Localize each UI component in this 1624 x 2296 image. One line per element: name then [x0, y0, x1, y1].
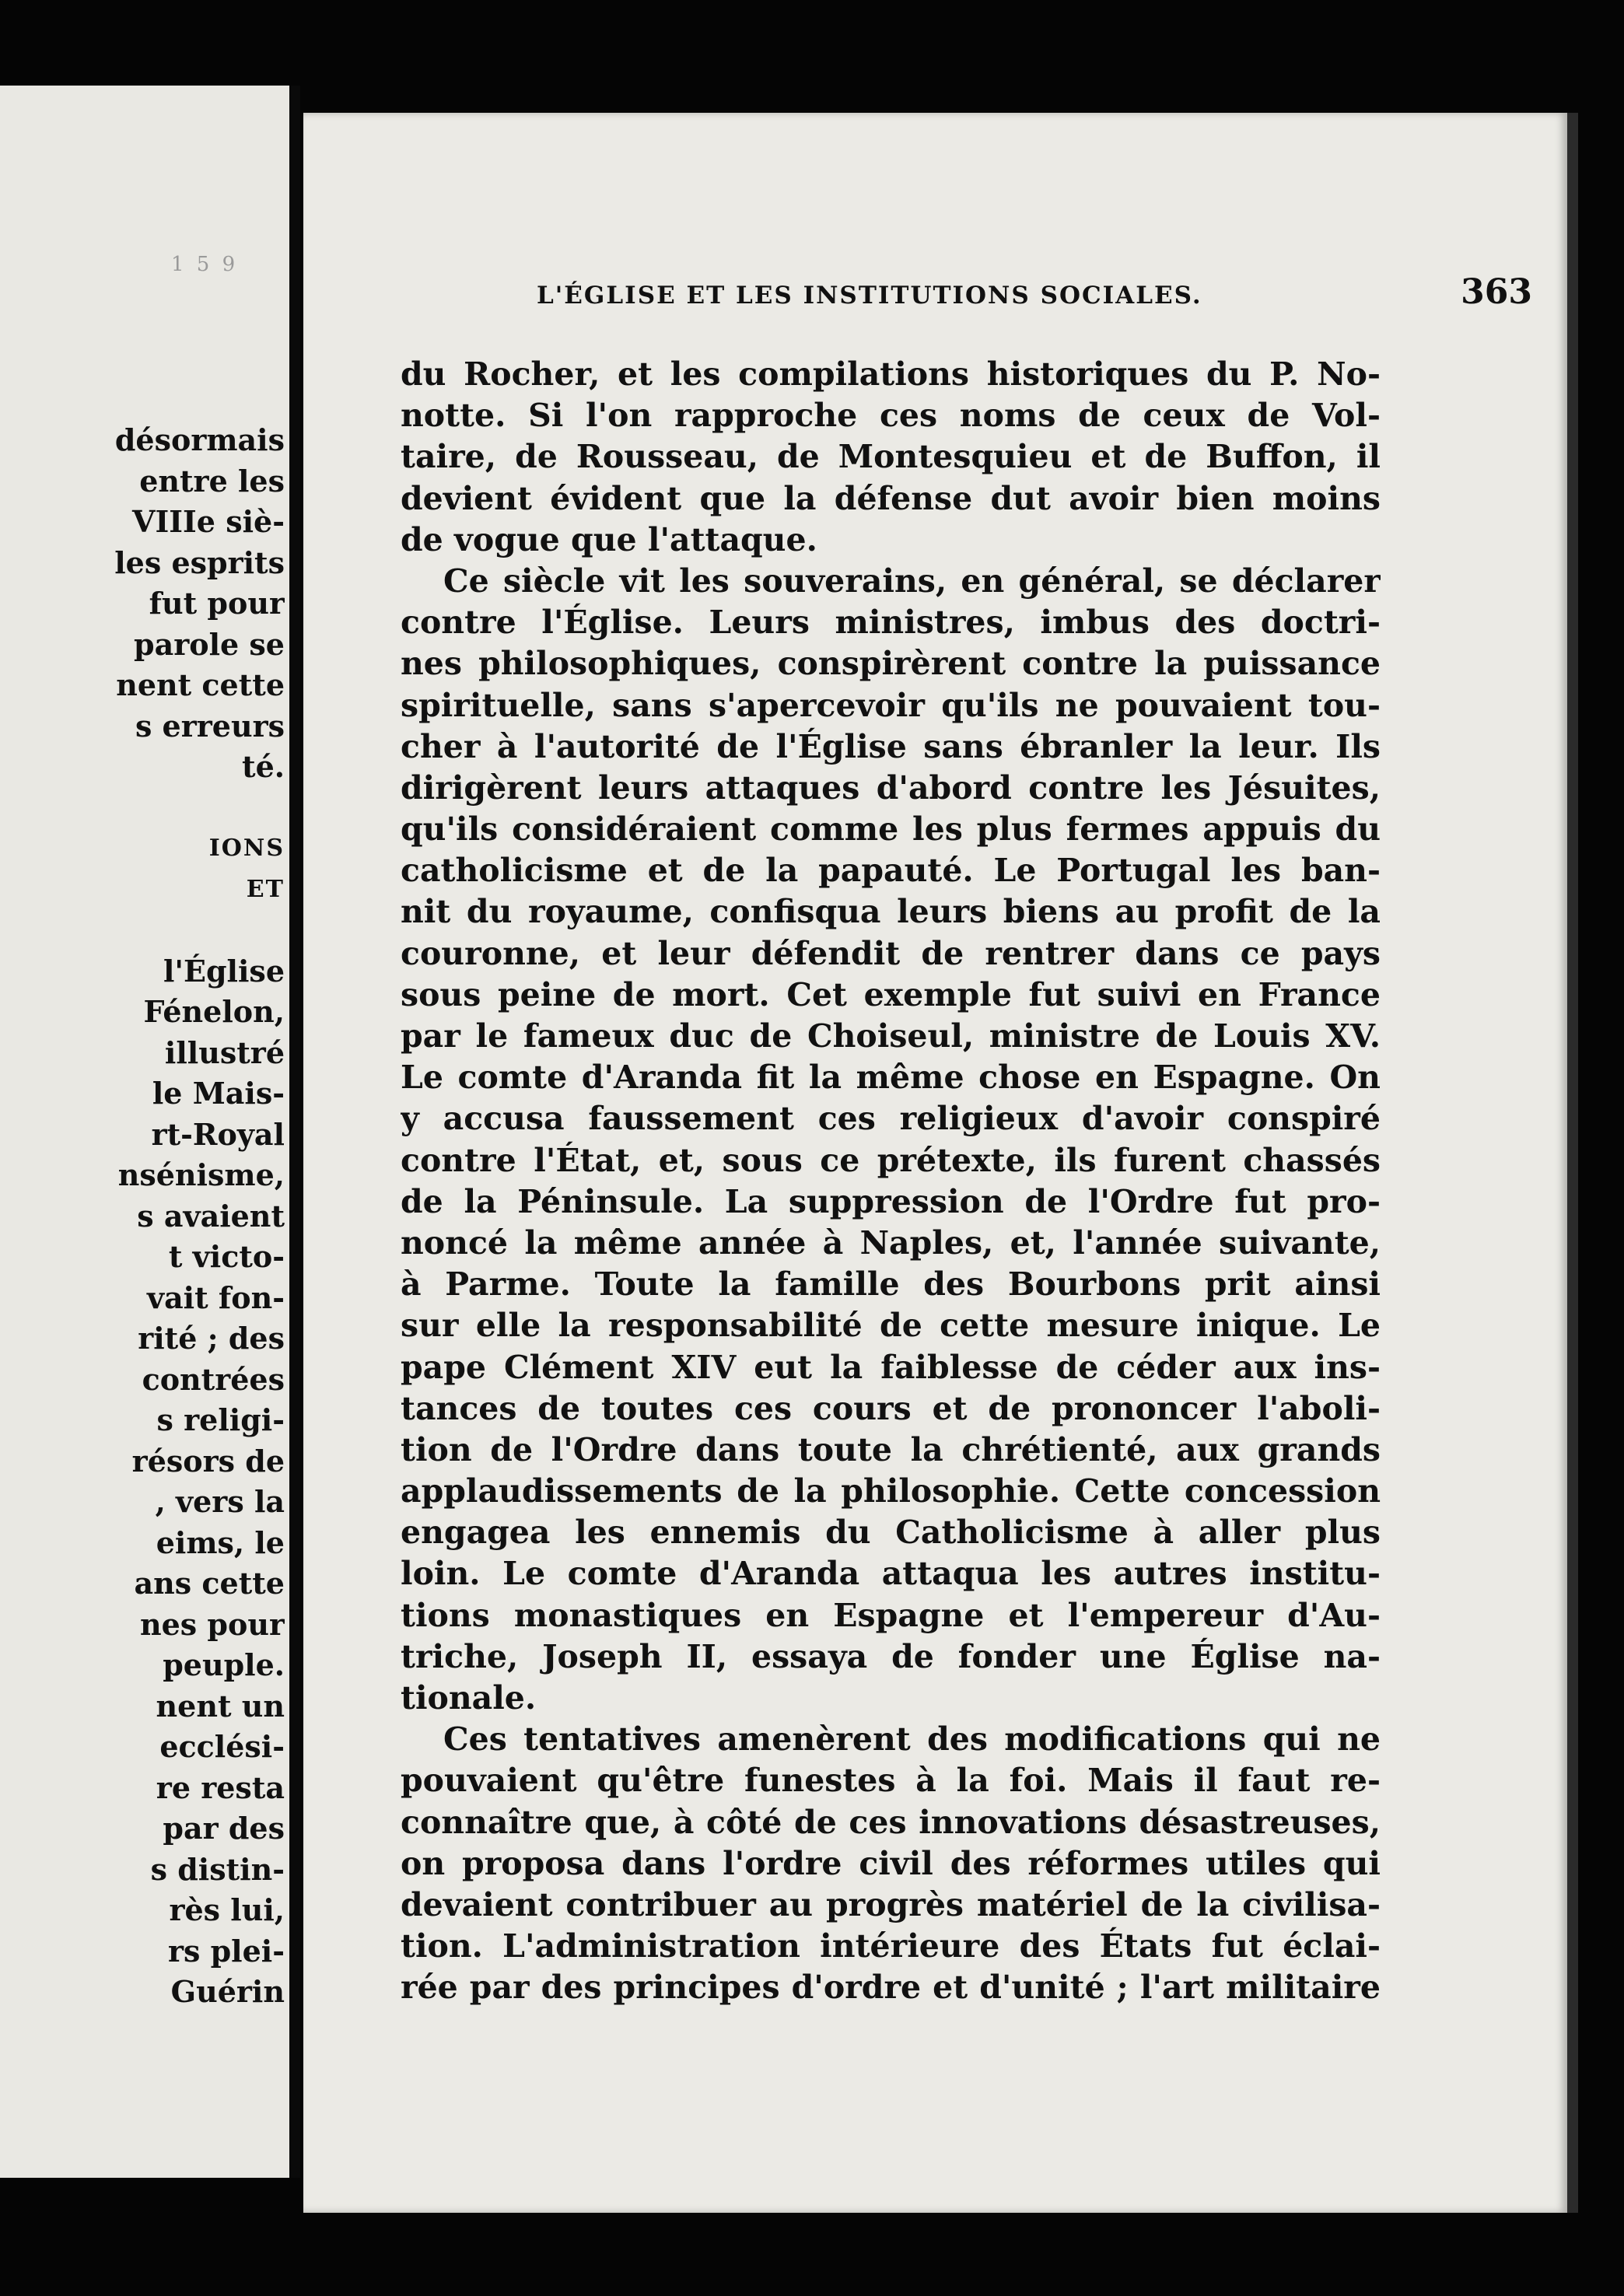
facing-page-line: rt-Royal — [151, 1116, 285, 1152]
facing-page-line: té. — [242, 749, 285, 784]
text-line: cher à l'autorité de l'Église sans ébranler la leur. Ils — [401, 727, 1381, 765]
text-line: tion. L'administration intérieure des États fut éclai- — [401, 1927, 1381, 1965]
text-line: tionale. — [401, 1679, 537, 1717]
page-header — [537, 272, 1532, 319]
text-line: tion de l'Ordre dans toute la chrétienté, aux grands — [401, 1430, 1381, 1468]
page — [303, 113, 1578, 2213]
facing-page-line: s erreurs — [135, 708, 285, 744]
facing-page-line: eims, le — [156, 1524, 285, 1560]
facing-page-line: re resta — [156, 1769, 285, 1805]
facing-page-line: nsénisme, — [117, 1157, 285, 1192]
facing-page-line: VIIIe siè- — [132, 504, 285, 539]
text-line: pouvaient qu'être funestes à la foi. Mais il faut re- — [401, 1762, 1381, 1800]
facing-page-line: Fénelon, — [143, 994, 285, 1029]
facing-page-line: le Mais- — [152, 1076, 285, 1111]
facing-page-line: résors de — [131, 1443, 285, 1479]
facing-page-line: rs plei- — [167, 1933, 285, 1969]
facing-page-line: nent cette — [116, 667, 285, 702]
facing-page-line: l'Église — [163, 953, 285, 989]
facing-page-header-mark: 1 5 9 — [171, 253, 239, 276]
facing-page-line: illustré — [164, 1034, 285, 1070]
text-line: sur elle la responsabilité de cette mesure inique. Le — [401, 1307, 1381, 1345]
text-line: spirituelle, sans s'apercevoir qu'ils ne pouvaient tou- — [401, 686, 1381, 724]
text-line: engagea les ennemis du Catholicisme à aller plus — [401, 1514, 1381, 1552]
text-line: pape Clément XIV eut la faiblesse de céder aux ins- — [401, 1348, 1381, 1386]
text-line: tances de toutes ces cours et de prononcer l'aboli- — [401, 1389, 1381, 1427]
facing-page-line: Guérin — [170, 1974, 285, 2009]
facing-page-line: entre les — [139, 463, 285, 499]
facing-page-line: ET — [246, 875, 285, 903]
facing-page-line: nes pour — [140, 1606, 285, 1642]
facing-page-line: , vers la — [155, 1484, 285, 1519]
text-line: du Rocher, et les compilations historiques du P. No- — [401, 355, 1381, 393]
body-text — [401, 354, 1381, 2009]
facing-page-line: ecclési- — [159, 1729, 285, 1764]
facing-page-line: t victo- — [168, 1239, 285, 1274]
text-line: qu'ils considéraient comme les plus fermes appuis du — [401, 810, 1381, 849]
text-line: contre l'Église. Leurs ministres, imbus des doctri- — [401, 604, 1381, 642]
facing-page-line: par des — [163, 1811, 285, 1846]
facing-page-line: désormais — [114, 422, 285, 457]
book-spine-gutter — [289, 86, 300, 2178]
facing-page-line: parole se — [134, 626, 285, 662]
text-line: nes philosophiques, conspirèrent contre la puissance — [401, 645, 1381, 683]
facing-page-line: contrées — [142, 1361, 285, 1397]
facing-page-line: les esprits — [114, 544, 285, 580]
text-line: Le comte d'Aranda fit la même chose en Espagne. On — [401, 1059, 1381, 1097]
facing-page-line: rès lui, — [169, 1892, 285, 1927]
text-line: notte. Si l'on rapproche ces noms de ceux de Vol- — [401, 397, 1381, 435]
text-line: de vogue que l'attaque. — [401, 520, 817, 558]
text-line: Ces tentatives amenèrent des modifications qui ne — [443, 1720, 1381, 1759]
facing-page-line: vait fon- — [146, 1279, 285, 1315]
text-line: sous peine de mort. Cet exemple fut suivi en France — [401, 975, 1381, 1013]
text-line: couronne, et leur défendit de rentrer dans ce pays — [401, 934, 1381, 972]
text-line: tions monastiques en Espagne et l'empereur d'Au- — [401, 1596, 1381, 1634]
text-line: devaient contribuer au progrès matériel de la civilisa- — [401, 1885, 1381, 1923]
facing-page-line: fut pour — [149, 586, 285, 621]
facing-page-line — [5, 910, 285, 951]
text-line: Ce siècle vit les souverains, en général, se déclarer — [443, 562, 1381, 600]
text-line: rée par des principes d'ordre et d'unité ; l'art militaire — [401, 1969, 1381, 2007]
facing-page-line: IONS — [208, 835, 285, 862]
text-line: noncé la même année à Naples, et, l'année suivante, — [401, 1223, 1381, 1262]
page-number: 363 — [1461, 272, 1532, 312]
facing-page-line: ans cette — [134, 1566, 285, 1601]
text-line: on proposa dans l'ordre civil des réformes utiles qui — [401, 1844, 1381, 1882]
facing-page-line: rité ; des — [138, 1321, 285, 1356]
text-line: loin. Le comte d'Aranda attaqua les autres institu- — [401, 1555, 1381, 1593]
running-head: L'ÉGLISE ET LES INSTITUTIONS SOCIALES. — [537, 282, 1202, 310]
text-line: connaître que, à côté de ces innovations désastreuses, — [401, 1803, 1381, 1841]
text-line: applaudissements de la philosophie. Cette concession — [401, 1472, 1381, 1510]
facing-page-line: peuple. — [163, 1647, 285, 1682]
text-line: dirigèrent leurs attaques d'abord contre les Jésuites, — [401, 768, 1381, 807]
facing-page-fragment — [0, 86, 292, 2178]
text-line: triche, Joseph II, essaya de fonder une Église na- — [401, 1637, 1381, 1675]
text-line: contre l'État, et, sous ce prétexte, ils furent chassés — [401, 1141, 1381, 1179]
facing-page-text-column — [5, 420, 285, 2013]
text-line: taire, de Rousseau, de Montesquieu et de Buffon, il — [401, 438, 1381, 476]
text-line: y accusa faussement ces religieux d'avoir conspiré — [401, 1100, 1381, 1138]
text-line: à Parme. Toute la famille des Bourbons prit ainsi — [401, 1265, 1381, 1304]
facing-page-line: s avaient — [137, 1198, 285, 1234]
text-line: devient évident que la défense dut avoir bien moins — [401, 479, 1381, 517]
facing-page-line — [5, 788, 285, 829]
facing-page-line: s distin- — [150, 1851, 285, 1887]
facing-page-line: s religi- — [156, 1402, 285, 1437]
text-line: nit du royaume, confisqua leurs biens au profit de la — [401, 893, 1381, 931]
facing-page-line: nent un — [156, 1688, 285, 1724]
text-line: de la Péninsule. La suppression de l'Ordre fut pro- — [401, 1182, 1381, 1220]
text-line: par le fameux duc de Choiseul, ministre de Louis XV. — [401, 1017, 1381, 1055]
text-line: catholicisme et de la papauté. Le Portugal les ban- — [401, 852, 1381, 890]
